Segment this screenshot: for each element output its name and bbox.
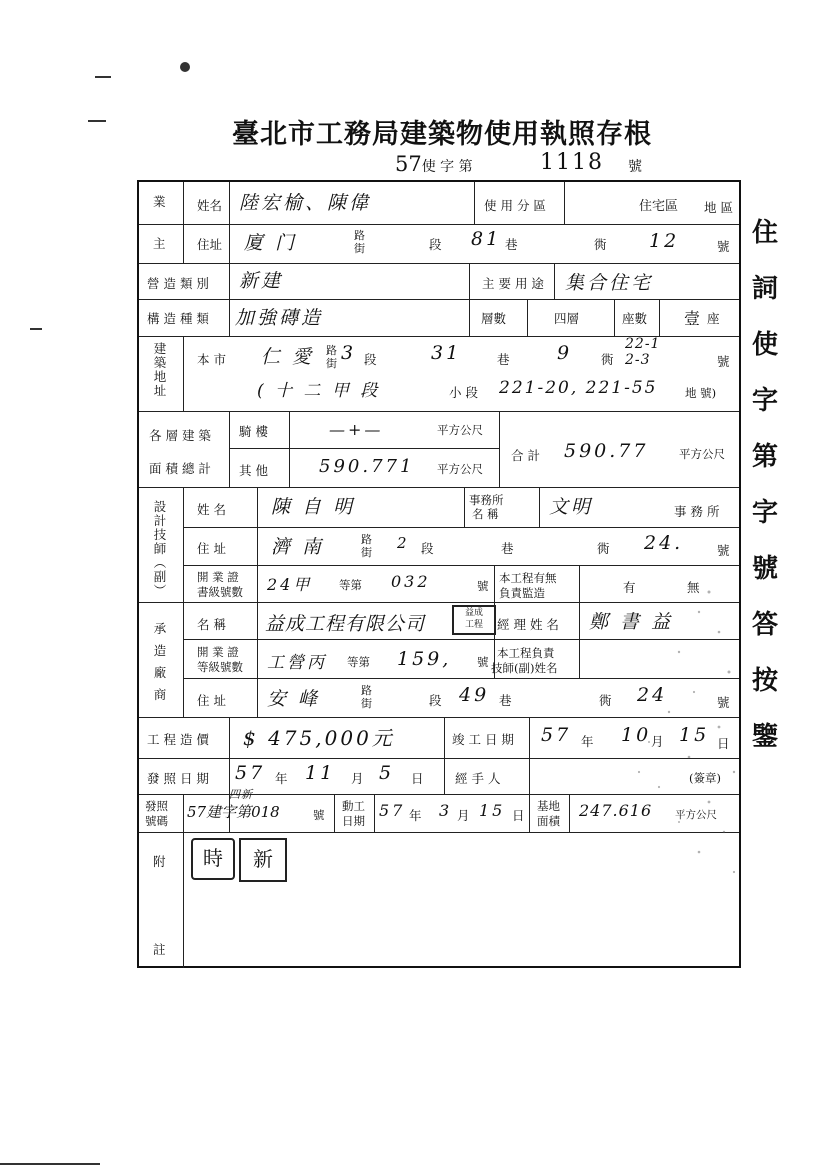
construction-blocks-value: 壹 bbox=[684, 309, 701, 328]
construction-type-value: 新建 bbox=[239, 270, 284, 292]
designer-address-section: 2 bbox=[397, 534, 410, 552]
designer-address-section-label: 段 bbox=[421, 541, 434, 556]
margin-char: 使 bbox=[752, 330, 779, 360]
project-completion-year-label: 年 bbox=[581, 734, 594, 749]
project-start-label-2: 日期 bbox=[342, 814, 365, 828]
owner-address-label: 住址 bbox=[197, 237, 223, 252]
construction-blocks-suffix: 座 bbox=[707, 311, 720, 326]
contractor-manager-value: 鄭 書 益 bbox=[589, 611, 674, 633]
construction-structure-label: 構 造 種 類 bbox=[147, 311, 209, 326]
owner-zone-label: 使 用 分 區 bbox=[484, 198, 546, 213]
site-section-label: 段 bbox=[364, 352, 377, 367]
site-road-label: 路 bbox=[326, 344, 337, 357]
area-total-value: 590.77 bbox=[564, 440, 649, 462]
permit-year: 57 bbox=[395, 152, 422, 176]
permit-number: 1118 bbox=[540, 150, 604, 175]
contractor-engineer-label-1: 本工程負責 bbox=[497, 646, 555, 660]
project-handler-label: 經 手 人 bbox=[455, 771, 501, 786]
designer-address-street-label: 街 bbox=[361, 546, 372, 559]
contractor-address-number-label: 號 bbox=[717, 695, 730, 710]
contractor-address-road-label: 路 bbox=[361, 684, 372, 697]
site-lot-label: 地 號) bbox=[685, 386, 717, 400]
margin-char: 字 bbox=[752, 386, 779, 416]
construction-blocks-label: 座數 bbox=[622, 311, 648, 326]
site-land-section: ( 十 二 甲 段 bbox=[257, 381, 381, 401]
project-base-value: 247.616 bbox=[579, 801, 653, 820]
stamp-smudge bbox=[559, 542, 743, 902]
project-start-year: 57 bbox=[379, 801, 406, 820]
right-margin-text bbox=[752, 205, 792, 765]
scan-speck bbox=[30, 328, 42, 330]
area-other-unit: 平方公尺 bbox=[437, 462, 483, 476]
contractor-address-alley-label: 衖 bbox=[599, 693, 612, 708]
construction-purpose-label: 主 要 用 途 bbox=[482, 276, 544, 291]
project-base-label-2: 面積 bbox=[537, 814, 560, 828]
designer-supervisor-no: 無 bbox=[687, 580, 700, 595]
permit-suffix: 號 bbox=[628, 159, 642, 175]
contractor-license-label-1: 開 業 證 bbox=[197, 645, 239, 659]
project-permit-label-2: 號碼 bbox=[145, 814, 168, 828]
margin-char: 鑒 bbox=[752, 722, 779, 752]
designer-license-number: 032 bbox=[391, 572, 431, 591]
project-completion-label: 竣 工 日 期 bbox=[452, 732, 514, 747]
site-subsection-label: 小 段 bbox=[449, 385, 478, 400]
owner-address-lane: 81 bbox=[471, 228, 502, 250]
owner-address-street: 廈 门 bbox=[244, 232, 298, 254]
margin-char: 字 bbox=[752, 498, 779, 528]
owner-address-lane-label: 巷 bbox=[505, 237, 518, 252]
owner-section-label-top: 業 bbox=[153, 194, 166, 209]
contractor-address-lane: 49 bbox=[459, 684, 490, 706]
area-label-1: 各 層 建 築 bbox=[149, 428, 211, 443]
owner-address-number-label: 號 bbox=[717, 239, 730, 254]
contractor-name-value: 益成工程有限公司 bbox=[265, 613, 426, 635]
contractor-license-number: 159, bbox=[397, 648, 452, 670]
project-completion-month: 10 bbox=[621, 724, 652, 746]
area-arcade-unit: 平方公尺 bbox=[437, 423, 483, 437]
owner-address-road-label: 路 bbox=[354, 229, 365, 242]
site-lot-numbers: 221-20, 221-55 bbox=[499, 378, 658, 398]
scan-speck bbox=[180, 62, 190, 72]
area-other-value: 590.771 bbox=[319, 456, 415, 477]
site-city: 本 市 bbox=[197, 352, 226, 367]
designer-name-value: 陳 自 明 bbox=[271, 496, 356, 518]
project-issue-month-label: 月 bbox=[351, 771, 364, 786]
site-road: 仁 愛 bbox=[261, 346, 315, 368]
site-number-label: 號 bbox=[717, 354, 730, 369]
construction-purpose-value: 集合住宅 bbox=[565, 272, 654, 294]
project-issue-year: 57 bbox=[235, 762, 266, 784]
project-base-unit: 平方公尺 bbox=[675, 809, 717, 821]
site-lane: 31 bbox=[431, 342, 462, 364]
margin-char: 住 bbox=[752, 218, 779, 248]
designer-address-alley-label: 衖 bbox=[597, 541, 610, 556]
site-label: 建 築 地 址 bbox=[153, 341, 167, 398]
designer-license-suffix: 號 bbox=[477, 579, 489, 593]
project-cost-label: 工 程 造 價 bbox=[147, 732, 209, 747]
document-title: 臺北市工務局建築物使用執照存根 bbox=[232, 119, 652, 150]
scan-speck bbox=[0, 1163, 100, 1165]
owner-address-street-label: 街 bbox=[354, 242, 365, 255]
construction-floors-label: 層數 bbox=[481, 311, 507, 326]
area-arcade-value: —+— bbox=[329, 420, 384, 439]
contractor-manager-label: 經 理 姓 名 bbox=[497, 617, 559, 632]
project-issue-day-label: 日 bbox=[411, 771, 424, 786]
margin-char: 詞 bbox=[752, 274, 779, 304]
owner-name-label: 姓名 bbox=[197, 198, 223, 213]
contractor-address-number: 24 bbox=[637, 684, 668, 706]
notes-stamp-2: 新 bbox=[239, 838, 287, 882]
margin-char: 號 bbox=[752, 554, 779, 584]
owner-section-label-bottom: 主 bbox=[153, 236, 166, 251]
contractor-address-street-label: 街 bbox=[361, 697, 372, 710]
designer-office-value: 文明 bbox=[549, 496, 594, 518]
site-alley: 9 bbox=[557, 342, 573, 364]
designer-supervisor-label-1: 本工程有無 bbox=[499, 571, 557, 585]
designer-office-label-1: 事務所 bbox=[469, 493, 504, 507]
permit-form bbox=[137, 180, 741, 968]
contractor-address-section-label: 段 bbox=[429, 693, 442, 708]
site-number-1: 22-1 bbox=[625, 336, 661, 352]
construction-type-label: 營 造 類 別 bbox=[147, 276, 209, 291]
designer-address-lane-label: 巷 bbox=[501, 541, 514, 556]
designer-name-label: 姓 名 bbox=[197, 502, 226, 517]
project-start-day: 15 bbox=[479, 801, 506, 820]
project-base-label-1: 基地 bbox=[537, 799, 560, 813]
designer-address-label: 住 址 bbox=[197, 541, 226, 556]
project-cost-value: $ 475,000元 bbox=[243, 726, 395, 750]
designer-supervisor-label-2: 負責監造 bbox=[499, 586, 545, 600]
project-completion-year: 57 bbox=[541, 724, 572, 746]
designer-license-word: 等第 bbox=[339, 578, 362, 592]
project-issue-day: 5 bbox=[379, 762, 395, 784]
project-building-permit-suffix: 號 bbox=[313, 808, 325, 822]
designer-address-road: 濟 南 bbox=[271, 536, 325, 558]
construction-structure-value: 加強磚造 bbox=[235, 307, 324, 329]
project-start-day-label: 日 bbox=[512, 808, 525, 823]
designer-license-value: 24甲 bbox=[267, 575, 313, 594]
project-completion-day-label: 日 bbox=[717, 736, 730, 751]
designer-license-label-1: 開 業 證 bbox=[197, 570, 239, 584]
area-total-unit: 平方公尺 bbox=[679, 447, 725, 461]
area-arcade-label: 騎 樓 bbox=[239, 424, 268, 439]
owner-zone-suffix: 地 區 bbox=[704, 200, 733, 215]
site-section: 3 bbox=[341, 342, 357, 364]
owner-address-section-label: 段 bbox=[429, 237, 442, 252]
owner-name-value: 陸宏榆、陳偉 bbox=[239, 192, 372, 214]
contractor-section-label: 承 造 廠 商 bbox=[153, 621, 167, 702]
construction-floors-value: 四層 bbox=[554, 311, 580, 326]
designer-address-road-label: 路 bbox=[361, 533, 372, 546]
project-building-permit: 57建字第018 bbox=[187, 803, 280, 821]
project-building-permit-note: 四新 bbox=[229, 788, 253, 801]
designer-address-number-label: 號 bbox=[717, 543, 730, 558]
project-permit-label-1: 發照 bbox=[145, 799, 168, 813]
designer-license-label-2: 書級號數 bbox=[197, 585, 243, 599]
contractor-seal: 益成 工程 bbox=[452, 605, 496, 635]
notes-label-top: 附 bbox=[153, 854, 166, 869]
designer-supervisor-yes: 有 bbox=[623, 580, 636, 595]
contractor-address-label: 住 址 bbox=[197, 693, 226, 708]
designer-address-number: 24. bbox=[644, 532, 684, 554]
contractor-address-road: 安 峰 bbox=[267, 688, 321, 710]
contractor-license-suffix: 號 bbox=[477, 655, 489, 669]
project-start-year-label: 年 bbox=[409, 808, 422, 823]
project-issue-label: 發 照 日 期 bbox=[147, 771, 209, 786]
project-start-month: 3 bbox=[439, 801, 453, 820]
margin-char: 答 bbox=[752, 610, 779, 640]
scan-speck bbox=[95, 76, 111, 78]
area-total-label: 合 計 bbox=[511, 448, 540, 463]
contractor-license-word: 等第 bbox=[347, 655, 370, 669]
project-start-label-1: 動工 bbox=[342, 799, 365, 813]
owner-address-number: 12 bbox=[649, 230, 680, 252]
project-issue-month: 11 bbox=[305, 762, 336, 784]
notes-stamp-1: 時 bbox=[191, 838, 235, 880]
area-label-2: 面 積 總 計 bbox=[149, 461, 211, 476]
margin-char: 按 bbox=[752, 666, 779, 696]
contractor-name-label: 名 稱 bbox=[197, 617, 226, 632]
site-street-label: 街 bbox=[326, 357, 337, 370]
designer-office-label-2: 名 稱 bbox=[472, 507, 499, 521]
project-completion-month-label: 月 bbox=[651, 734, 664, 749]
project-completion-day: 15 bbox=[679, 724, 710, 746]
project-signature-label: (簽章) bbox=[689, 771, 721, 785]
site-number-2: 2-3 bbox=[625, 352, 651, 368]
project-issue-year-label: 年 bbox=[275, 771, 288, 786]
contractor-address-lane-label: 巷 bbox=[499, 693, 512, 708]
contractor-license-value: 工營丙 bbox=[267, 653, 327, 673]
site-lane-label: 巷 bbox=[497, 352, 510, 367]
contractor-engineer-label-2: 技師(副)姓名 bbox=[491, 661, 558, 675]
owner-address-alley-label: 衖 bbox=[594, 237, 607, 252]
site-alley-label: 衖 bbox=[601, 352, 614, 367]
owner-zone-value: 住宅區 bbox=[639, 199, 679, 214]
designer-section-label: 設 計 技 師 ︵ 副 ︶ bbox=[153, 499, 167, 598]
margin-char: 第 bbox=[752, 442, 779, 472]
notes-label-bottom: 註 bbox=[153, 942, 166, 957]
scan-speck bbox=[88, 120, 106, 122]
area-other-label: 其 他 bbox=[239, 463, 268, 478]
permit-number-line bbox=[395, 150, 642, 176]
designer-office-suffix: 事 務 所 bbox=[674, 504, 720, 519]
permit-word: 使 字 第 bbox=[421, 159, 473, 175]
project-start-month-label: 月 bbox=[457, 808, 470, 823]
contractor-license-label-2: 等級號數 bbox=[197, 660, 243, 674]
